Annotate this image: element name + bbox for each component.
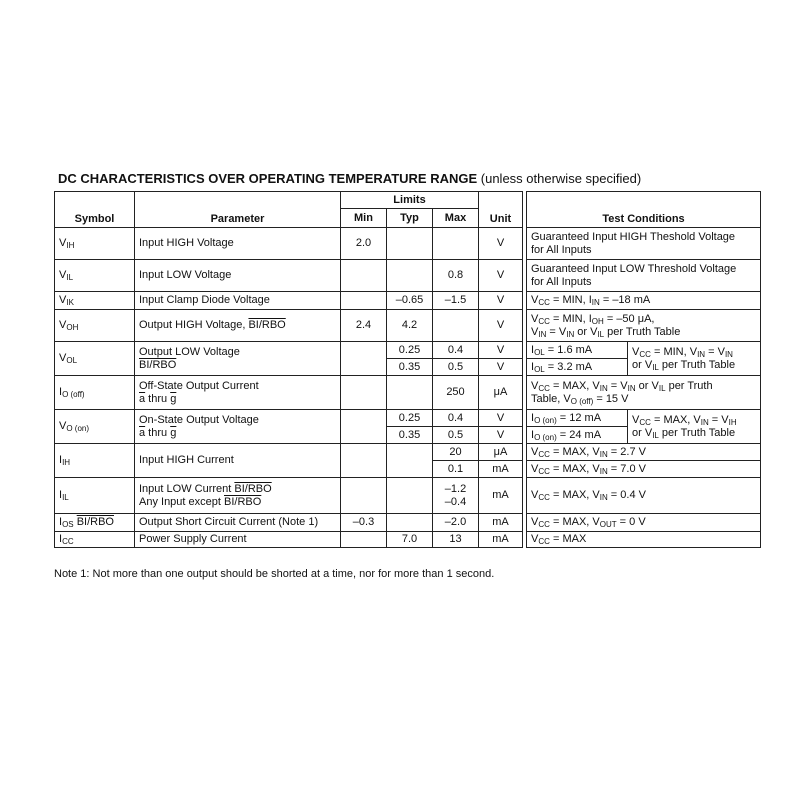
dc-characteristics-table: [54, 191, 761, 548]
max-cell: [433, 310, 479, 342]
symbol-cell: $V_{IK}$: [55, 292, 135, 310]
unit-cell: V: [479, 228, 523, 260]
unit-cell: mA: [479, 532, 523, 548]
symbol-cell: $I_{IH}$: [55, 444, 135, 478]
max-cell: 20: [433, 444, 479, 461]
min-cell: [341, 342, 387, 376]
unit-cell: V: [479, 342, 523, 359]
typ-cell: 0.25: [387, 410, 433, 427]
typ-cell: 0.35: [387, 427, 433, 444]
parameter-cell: Off-State Output Current $\overline{a}$ thru $\overline{g}$: [135, 376, 341, 410]
max-cell: –2.0: [433, 514, 479, 532]
test-condition-cell: $V_{CC}$ = MAX, $V_{IN} = 0.4$ V: [527, 478, 761, 514]
table-row-io-off: [55, 376, 761, 410]
max-cell: 0.5: [433, 427, 479, 444]
symbol-cell: $V_{IL}$: [55, 260, 135, 292]
symbol-cell: $I_{IL}$: [55, 478, 135, 514]
test-condition-cell: $V_{CC}$ = MAX, $V_{IN} = V_{IN}$ or $V_{IL}$ per Truth Table, $V_{O (off)} = 15$ V: [527, 376, 761, 410]
unit-cell: mA: [479, 478, 523, 514]
parameter-cell: Input LOW Voltage: [135, 260, 341, 292]
typ-cell: –0.65: [387, 292, 433, 310]
unit-cell: V: [479, 359, 523, 376]
max-cell: [433, 228, 479, 260]
unit-cell: V: [479, 310, 523, 342]
parameter-cell: Output LOW Voltage BI/RBO: [135, 342, 341, 376]
min-cell: [341, 292, 387, 310]
max-cell: –1.5: [433, 292, 479, 310]
parameter-cell: Input HIGH Current: [135, 444, 341, 478]
typ-cell: 0.35: [387, 359, 433, 376]
min-cell: [341, 478, 387, 514]
test-condition-cell: $V_{CC}$ = MIN, $I_{IN} = -18$ mA: [527, 292, 761, 310]
typ-cell: [387, 478, 433, 514]
test-condition-cell: Guaranteed Input LOW Threshold Voltage for All Inputs: [527, 260, 761, 292]
test-condition-cell: Guaranteed Input HIGH Theshold Voltage for All Inputs: [527, 228, 761, 260]
test-condition-cell: $V_{CC}$ = MAX, $V_{IN} = 7.0$ V: [527, 461, 761, 478]
test-condition-cell: $I_{O (on)} = 12$ mA: [527, 410, 628, 427]
table-row-vol: [55, 342, 761, 359]
max-cell: 0.8: [433, 260, 479, 292]
parameter-cell: Output HIGH Voltage, BI/RBO: [135, 310, 341, 342]
shared-condition-cell: $V_{CC}$ = MIN, $V_{IN} = V_{IN}$ or $V_{IL}$ per Truth Table: [628, 342, 761, 376]
symbol-cell: $V_{OH}$: [55, 310, 135, 342]
test-condition-cell: $V_{CC}$ = MAX, $V_{OUT} = 0$ V: [527, 514, 761, 532]
unit-cell: V: [479, 410, 523, 427]
symbol-cell: $I_{OS}$ BI/RBO: [55, 514, 135, 532]
table-row-icc: [55, 532, 761, 548]
min-cell: 2.4: [341, 310, 387, 342]
unit-cell: mA: [479, 514, 523, 532]
max-cell: 0.1: [433, 461, 479, 478]
table-row-iil: [55, 478, 761, 514]
min-cell: [341, 260, 387, 292]
typ-cell: [387, 444, 433, 478]
symbol-cell: $I_{CC}$: [55, 532, 135, 548]
unit-cell: V: [479, 427, 523, 444]
parameter-cell: Output Short Circuit Current (Note 1): [135, 514, 341, 532]
header-parameter: Parameter: [135, 192, 341, 228]
header-min: Min: [341, 209, 387, 228]
parameter-cell: Input LOW Current BI/RBO Any Input except BI/RBO: [135, 478, 341, 514]
header-limits: Limits: [341, 192, 479, 209]
table-row-vil: [55, 260, 761, 292]
test-condition-cell: $V_{CC}$ = MIN, $I_{OH} = -50$ μA, $V_{IN} = V_{IN}$ or $V_{IL}$ per Truth Table: [527, 310, 761, 342]
table-row-ios: [55, 514, 761, 532]
test-condition-cell: $I_{O (on)} = 24$ mA: [527, 427, 628, 444]
min-cell: [341, 444, 387, 478]
min-cell: [341, 410, 387, 444]
typ-cell: [387, 514, 433, 532]
header-typ: Typ: [387, 209, 433, 228]
min-cell: [341, 532, 387, 548]
max-cell: 0.4: [433, 342, 479, 359]
title-suffix: (unless otherwise specified): [477, 171, 642, 186]
table-title: [58, 171, 641, 186]
typ-cell: [387, 376, 433, 410]
typ-cell: [387, 228, 433, 260]
unit-cell: mA: [479, 461, 523, 478]
typ-cell: 7.0: [387, 532, 433, 548]
parameter-cell: Input Clamp Diode Voltage: [135, 292, 341, 310]
shared-condition-cell: $V_{CC}$ = MAX, $V_{IN} = V_{IH}$ or $V_{IL}$ per Truth Table: [628, 410, 761, 444]
table-row-vo-on: [55, 410, 761, 427]
header-symbol: Symbol: [55, 192, 135, 228]
footnote: Note 1: Not more than one output should be shorted at a time, nor for more than 1 second.: [54, 568, 495, 580]
min-cell: 2.0: [341, 228, 387, 260]
symbol-cell: $V_{OL}$: [55, 342, 135, 376]
typ-cell: [387, 260, 433, 292]
symbol-cell: $I_{O (off)}$: [55, 376, 135, 410]
symbol-cell: $V_{IH}$: [55, 228, 135, 260]
unit-cell: V: [479, 292, 523, 310]
max-cell: 0.4: [433, 410, 479, 427]
table-row-vik: [55, 292, 761, 310]
max-cell: 13: [433, 532, 479, 548]
table-row-voh: [55, 310, 761, 342]
max-cell: 250: [433, 376, 479, 410]
parameter-cell: Power Supply Current: [135, 532, 341, 548]
test-condition-cell: $V_{CC}$ = MAX: [527, 532, 761, 548]
symbol-cell: $V_{O (on)}$: [55, 410, 135, 444]
max-cell: 0.5: [433, 359, 479, 376]
test-condition-cell: $V_{CC}$ = MAX, $V_{IN} = 2.7$ V: [527, 444, 761, 461]
parameter-cell: On-State Output Voltage $\overline{a}$ thru $\overline{g}$: [135, 410, 341, 444]
header-unit: Unit: [479, 192, 523, 228]
typ-cell: 4.2: [387, 310, 433, 342]
table-row-iih: [55, 444, 761, 461]
title-main: DC CHARACTERISTICS OVER OPERATING TEMPERATURE RANGE: [58, 171, 478, 186]
max-cell: –1.2 –0.4: [433, 478, 479, 514]
test-condition-cell: $I_{OL} = 1.6$ mA: [527, 342, 628, 359]
test-condition-cell: $I_{OL} = 3.2$ mA: [527, 359, 628, 376]
unit-cell: μA: [479, 376, 523, 410]
min-cell: –0.3: [341, 514, 387, 532]
unit-cell: V: [479, 260, 523, 292]
typ-cell: 0.25: [387, 342, 433, 359]
parameter-cell: Input HIGH Voltage: [135, 228, 341, 260]
header-test-conditions: Test Conditions: [527, 192, 761, 228]
table-row-vih: [55, 228, 761, 260]
header-max: Max: [433, 209, 479, 228]
unit-cell: μA: [479, 444, 523, 461]
min-cell: [341, 376, 387, 410]
